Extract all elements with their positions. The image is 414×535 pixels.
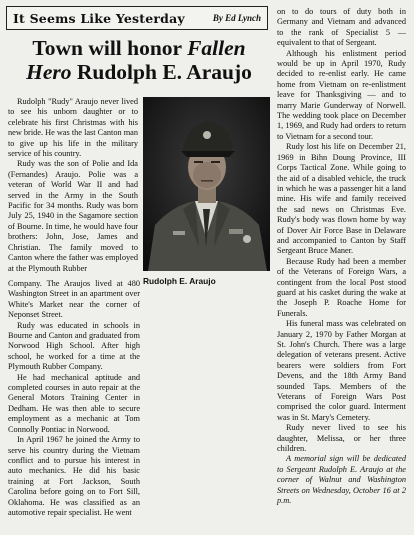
byline: By Ed Lynch [212,13,261,23]
headline-part-2: Fallen Hero [26,36,246,84]
headline [8,36,270,84]
paragraph: He had mechanical aptitude and completed courses in auto repair at the General Motors Training Center in Dedham. He was then able to secure employment as a mechanic at Tom Connolly Pontiac in Norwood. [8,372,140,434]
paragraph: Because Rudy had been a member of the Veterans of Foreign Wars, a contingent from the local Post stood guard at his casket during the wake at the Joseph P. Roache Home for Funerals. [277,256,406,318]
paragraph: Rudy never lived to see his daughter, Melissa, or her three children. [277,423,406,454]
memorial-note: A memorial sign will be dedicated to Sergeant Rudolph E. Araujo at the corner of Walnut and Washington Streets on Wednesday, October 16 at 2 p.m. [277,454,406,506]
paragraph: In April 1967 he joined the Army to serve his country during the Vietnam conflict and to pursue his interest in auto mechanics. He did his basic training at Fort Jackson, South Carolina before going on to Fort Sill, Oklahoma. He was classified as an automotive repair specialist. He went [8,435,140,517]
article-column-1-bottom [8,279,140,518]
paragraph: Although his enlistment period would be up in April 1970, Rudy decided to re-enlist early. He came home from Vietnam on re-enlistment leave for Thanksgiving — and to marry Marie Gunderway of Norwell. The wedding took place on December 1, 1969, and Rudy had orders to return to Vietnam for a second tour. [277,48,406,141]
paragraph: Rudolph "Rudy" Araujo never lived to see his unborn daughter or to celebrate his first Christmas with his new bride. He was the last Canton man to give up his life in the military service of his country. [8,97,138,159]
column-title: It Seems Like Yesterday [13,10,185,26]
photo-caption: Rudolph E. Araujo [143,276,216,286]
paragraph: His funeral mass was celebrated on January 2, 1970 by Father Morgan at St. John's Church. There was a large delegation of veterans present. Active bearers were soldiers from Fort Devens, and the 18th Army Band sounded Taps. Members of the Veterans of Foreign Wars Post comprised the color guard. Interment was in St. Mary's Cemetery. [277,319,406,422]
paragraph-continued: on to do tours of duty both in Germany and Vietnam and advanced to the rank of Specialist 5 — equivalent to that of Sergeant. [277,7,406,48]
paragraph: Rudy was the son of Polie and Ida (Fernandes) Araujo. Polie was a veteran of World War II and had served in the Army in the South Pacific for 34 months. Rudy was born July 25, 1940 in the Sagamore section of Bourne. In time, he would have four brothers: John, Jose, James and Christian. The family moved to Canton where the father was employed at the Plymouth Rubber [8,159,138,273]
soldier-portrait-image [143,97,270,271]
article-column-1-top [8,97,138,274]
article-column-3 [277,7,406,507]
headline-part-3: Rudolph E. Araujo [71,60,252,84]
portrait-photo [143,97,270,271]
paragraph-continued: Company. The Araujos lived at 480 Washington Street in an apartment over White's Market near the corner of Neponset Street. [8,279,140,320]
paragraph: Rudy was educated in schools in Bourne and Canton and graduated from Norwood High School. After high school, he worked for a time at the Plymouth Rubber Company. [8,320,140,372]
column-masthead [6,6,268,30]
headline-part-1: Town will honor [32,36,188,60]
paragraph: Rudy lost his life on December 21, 1969 in Bihn Doung Province, III Corps Tactical Zone. While going to the aid of a disabled vehicle, the truck in which he was a passenger hit a land mine. His wife and family received the sad news on Christmas Eve. Rudy's body was flown home by way of Dover Air Force Base in Delaware and accompanied to Canton by Staff Sergeant Bruce Maner. [277,142,406,256]
